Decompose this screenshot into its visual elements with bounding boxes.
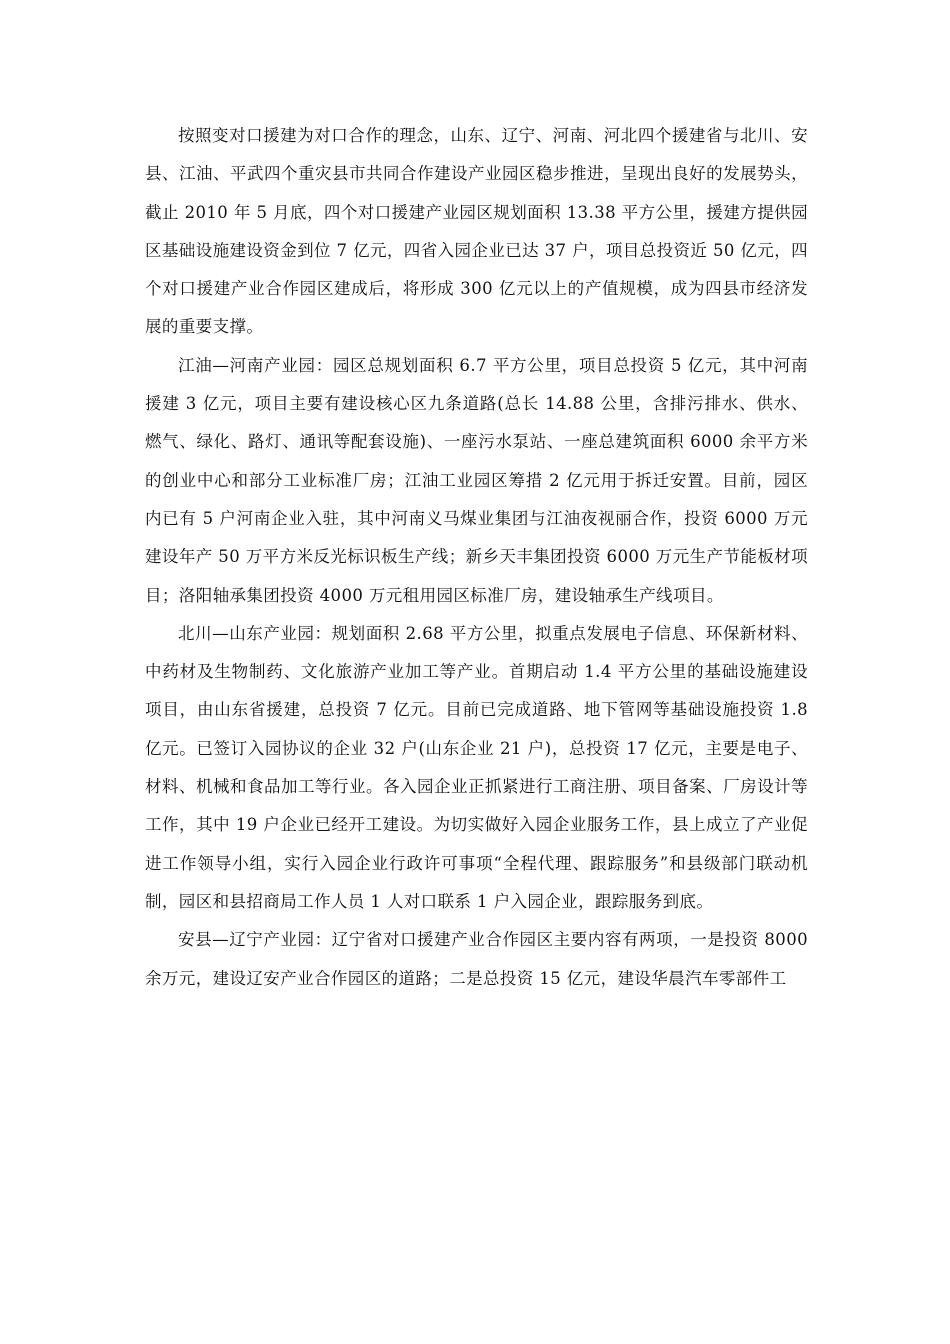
document-body xyxy=(145,117,808,998)
paragraph-anxian-liaoning-park: 安县—辽宁产业园：辽宁省对口援建产业合作园区主要内容有两项，一是投资 8000 余万元，建设辽安产业合作园区的道路；二是总投资 15 亿元，建设华晨汽车零部件工 xyxy=(145,930,808,988)
paragraph-beichuan-shandong-park: 北川—山东产业园：规划面积 2.68 平方公里，拟重点发展电子信息、环保新材料、中药材及生物制药、文化旅游产业加工等产业。首期启动 1.4 平方公里的基础设施建设项目，由山东省援建，总投资 7 亿元。目前已完成道路、地下管网等基础设施投资 1.8 亿元。已签订入园协议的企业 32 户(山东企业 21 户)，总投资 17 亿元，主要是电子、材料、机械和食品加工等行业。各入园企业正抓紧进行工商注册、项目备案、厂房设计等工作，其中 19 户企业已经开工建设。为切实做好入园企业服务工作，县上成立了产业促进工作领导小组，实行入园企业行政许可事项“全程代理、跟踪服务”和县级部门联动机制，园区和县招商局工作人员 1 人对口联系 1 户入园企业，跟踪服务到底。 xyxy=(145,623,808,911)
paragraph-jiangyou-henan-park: 江油—河南产业园：园区总规划面积 6.7 平方公里，项目总投资 5 亿元，其中河南援建 3 亿元，项目主要有建设核心区九条道路(总长 14.88 公里，含排污排水、供水、燃气、绿化、路灯、通讯等配套设施)、一座污水泵站、一座总建筑面积 6000 余平方米的创业中心和部分工业标准厂房；江油工业园区筹措 2 亿元用于拆迁安置。目前，园区内已有 5 户河南企业入驻，其中河南义马煤业集团与江油夜视丽合作，投资 6000 万元建设年产 50 万平方米反光标识板生产线；新乡天丰集团投资 6000 万元生产节能板材项目；洛阳轴承集团投资 4000 万元租用园区标准厂房，建设轴承生产线项目。 xyxy=(145,355,808,605)
paragraph-intro: 按照变对口援建为对口合作的理念，山东、辽宁、河南、河北四个援建省与北川、安县、江油、平武四个重灾县市共同合作建设产业园区稳步推进，呈现出良好的发展势头，截止 2010 年 5 月底，四个对口援建产业园区规划面积 13.38 平方公里，援建方提供园区基础设施建设资金到位 7 亿元，四省入园企业已达 37 户，项目总投资近 50 亿元，四个对口援建产业合作园区建成后，将形成 300 亿元以上的产值规模，成为四县市经济发展的重要支撑。 xyxy=(145,126,808,337)
